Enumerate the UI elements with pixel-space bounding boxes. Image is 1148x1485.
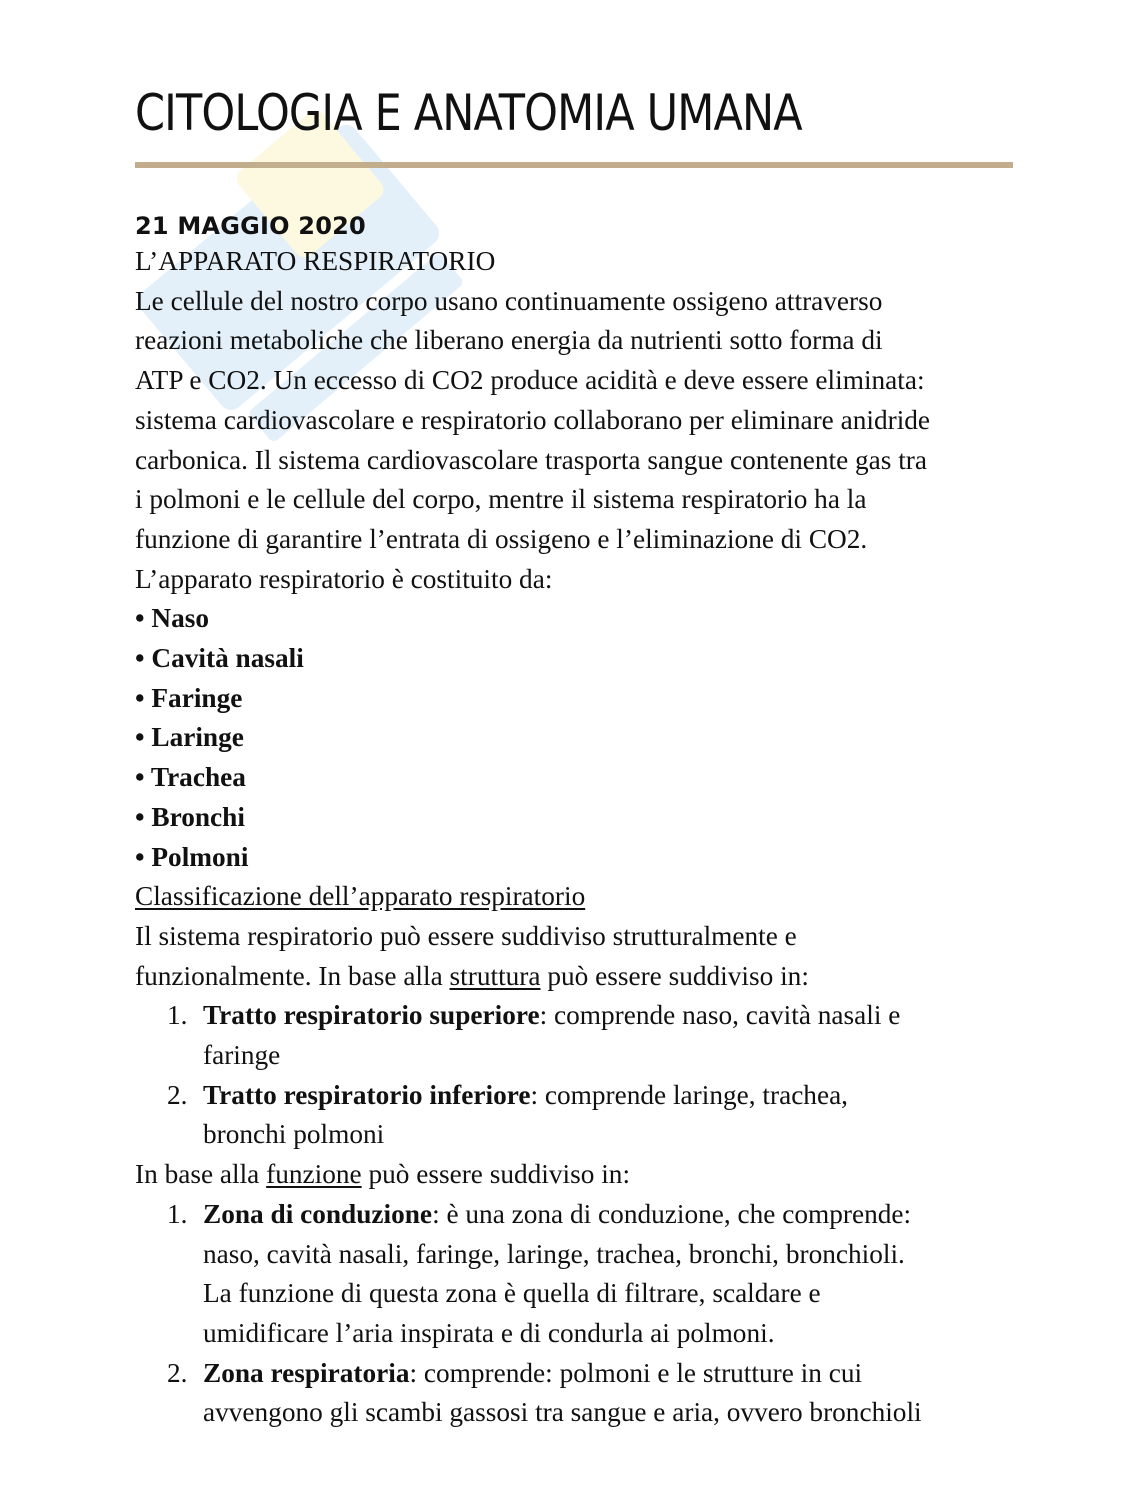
text-segment: può essere suddiviso in: (361, 1159, 631, 1190)
components-list (135, 599, 1015, 877)
paragraph-line: ATP e CO2. Un eccesso di CO2 produce acidità e deve essere eliminata: (135, 365, 925, 396)
structure-list (135, 996, 1015, 1155)
list-item (135, 1195, 1015, 1354)
paragraph-line: sistema cardiovascolare e respiratorio collaborano per eliminare anidride (135, 404, 931, 435)
list-number: 1. (167, 1198, 188, 1229)
paragraph-line: i polmoni e le cellule del corpo, mentre il sistema respiratorio ha la (135, 484, 867, 515)
list-item: • Cavità nasali (135, 643, 304, 674)
list-text: : è una zona di conduzione, che comprende: (432, 1198, 912, 1229)
list-number: 2. (167, 1357, 188, 1388)
list-term: Tratto respiratorio inferiore (203, 1079, 531, 1110)
paragraph-line: L’apparato respiratorio è costituito da: (135, 563, 553, 594)
underlined-term: funzione (266, 1159, 362, 1190)
list-text: : comprende: polmoni e le strutture in cui (409, 1357, 863, 1388)
classification-heading (135, 877, 1015, 917)
classification-heading-text: Classificazione dell’apparato respiratorio (135, 881, 586, 912)
list-number: 2. (167, 1079, 188, 1110)
title-divider (135, 162, 1013, 168)
list-text: faringe (203, 1040, 281, 1071)
list-item: • Bronchi (135, 801, 245, 832)
list-term: Tratto respiratorio superiore (203, 1000, 540, 1031)
list-item: • Trachea (135, 762, 246, 793)
lecture-date: 21 MAGGIO 2020 (135, 212, 366, 240)
list-text: naso, cavità nasali, faringe, laringe, trachea, bronchi, bronchioli. (203, 1238, 905, 1269)
list-item: • Polmoni (135, 841, 249, 872)
text-segment: In base alla (135, 1159, 267, 1190)
list-item (135, 996, 1015, 1075)
list-item (135, 1076, 1015, 1155)
list-term: Zona respiratoria (203, 1357, 410, 1388)
paragraph-line: reazioni metaboliche che liberano energia da nutrienti sotto forma di (135, 325, 883, 356)
list-item: • Faringe (135, 682, 243, 713)
list-text: bronchi polmoni (203, 1119, 385, 1150)
paragraph-line: Il sistema respiratorio può essere suddiviso strutturalmente e (135, 920, 797, 951)
list-item: • Laringe (135, 722, 244, 753)
text-segment: può essere suddiviso in: (540, 960, 809, 991)
list-number: 1. (167, 1000, 188, 1031)
list-text: avvengono gli scambi gassosi tra sangue e aria, ovvero bronchioli (203, 1397, 922, 1428)
list-term: Zona di conduzione (203, 1198, 433, 1229)
text-segment: funzionalmente. In base alla (135, 960, 450, 991)
underlined-term: struttura (449, 960, 541, 991)
list-text: La funzione di questa zona è quella di filtrare, scaldare e (203, 1278, 821, 1309)
section-title: L’APPARATO RESPIRATORIO (135, 246, 496, 276)
paragraph-line (135, 957, 1015, 997)
paragraph-line: funzione di garantire l’entrata di ossigeno e l’eliminazione di CO2. (135, 523, 868, 554)
list-text: : comprende naso, cavità nasali e (539, 1000, 901, 1031)
paragraph-line (135, 1155, 1015, 1195)
function-list (135, 1195, 1015, 1433)
paragraph-line: carbonica. Il sistema cardiovascolare trasporta sangue contenente gas tra (135, 444, 928, 475)
document-page (135, 82, 1015, 1433)
paragraph-line: Le cellule del nostro corpo usano continuamente ossigeno attraverso (135, 285, 883, 316)
document-body (135, 242, 1015, 1433)
list-item (135, 1354, 1015, 1433)
list-text: : comprende laringe, trachea, (530, 1079, 849, 1110)
document-title: CITOLOGIA E ANATOMIA UMANA (135, 84, 802, 142)
list-text: umidificare l’aria inspirata e di condurla ai polmoni. (203, 1317, 775, 1348)
list-item: • Naso (135, 603, 210, 634)
